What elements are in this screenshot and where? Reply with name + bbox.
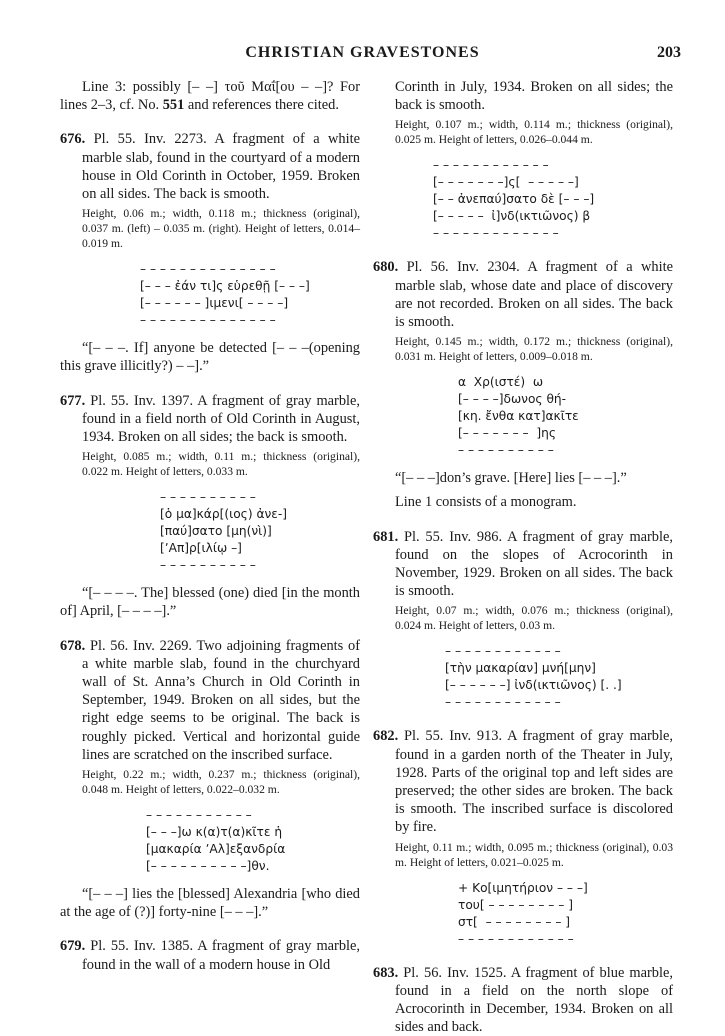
entry-683: 683. Pl. 56. Inv. 1525. A fragment of blue marble, found in a field on the north slope of Acrocorinth in December, 1934. Broken on all sides and back. <box>373 964 673 1036</box>
entry-678: 678. Pl. 56. Inv. 2269. Two adjoining fragments of a white marble slab, found in the churchyard wall of St. Anna’s Church in Old Corinth in September, 1949. Broken on all sides, but the right edge seems to be original. The back is roughly picked. Vertical and horizontal guide lines are scratched on the inscribed surface. <box>60 637 360 763</box>
entry-680: 680. Pl. 56. Inv. 2304. A fragment of a white marble slab, whose date and place of discovery are not recorded. Broken on all sides. The back is smooth. <box>373 259 673 331</box>
entry-679-dimensions: Height, 0.107 m.; width, 0.114 m.; thickness (original), 0.025 m. Height of letters, 0.026–0.044 m. <box>395 118 673 147</box>
entry-679-inscription: – – – – – – – – – – – – [– – – – – – –]ς[ – – – – –] [– – ἀνεπαύ]σατο δὲ [– – –] [– – – – – ἰ]νδ(ικτιῶνος) β – – – – – – – – – – – – – <box>433 158 595 241</box>
line3-note: Line 3: possibly [– –] τοῦ Μαΐ[ου – –]? For lines 2–3, cf. No. 551 and references there cited. <box>60 79 360 114</box>
entry-number: 676. <box>60 131 86 148</box>
entry-677-inscription: – – – – – – – – – – [ὁ μα]κάρ[(ιος) ἀνε-] [παύ]σατο [μη(νὶ)] [ʼΑπ]ρ[ιλίῳ –] – – – – – – – – – – <box>160 490 288 573</box>
entry-676-inscription: – – – – – – – – – – – – – – [– – – ἐάν τι]ς εὑρεθῇ [– – –] [– – – – – – ]ιμενι[ – – – –] – – – – – – – – – – – – – – <box>140 262 310 328</box>
page-number: 203 <box>657 44 681 61</box>
entry-681-inscription: – – – – – – – – – – – – [τὴν μακαρίαν] μνή[μην] [– – – – – –] ἰνδ(ικτιῶνος) [. .] – – – – – – – – – – – – <box>445 644 622 710</box>
entry-678-dimensions: Height, 0.22 m.; width, 0.237 m.; thickness (original), 0.048 m. Height of letters, 0.022–0.032 m. <box>82 768 360 797</box>
entry-677-dimensions: Height, 0.085 m.; width, 0.11 m.; thickness (original), 0.022 m. Height of letters, 0.033 m. <box>82 450 360 479</box>
entry-682: 682. Pl. 55. Inv. 913. A fragment of gray marble, found in a garden north of the Theater in July, 1928. Parts of the original top and left sides are preserved; the other sides are broken. The back is smooth. The inscribed surface is discolored by fire. <box>373 728 673 836</box>
entry-679: 679. Pl. 55. Inv. 1385. A fragment of gray marble, found in the wall of a modern house in Old <box>60 938 360 973</box>
entry-677-translation: “[– – – –. The] blessed (one) died [in the month of] April, [– – – –].” <box>60 585 360 620</box>
entry-680-inscription: α Χρ(ιστέ) ω [– – – –]δωνος θή- [κη. ἔνθα κατ]ακῖτε [– – – – – – – ]ης – – – – – – – – – – <box>458 375 579 458</box>
entry-678-inscription: – – – – – – – – – – – [– – –]ω κ(α)τ(α)κῖτε ἡ [μακαρία ʼΑλ]εξανδρία [– – – – – – – – – –]θν. <box>146 808 286 874</box>
entry-676-dimensions: Height, 0.06 m.; width, 0.118 m.; thickness (original), 0.037 m. (left) – 0.035 m. (right). Height of letters, 0.014–0.019 m. <box>82 207 360 251</box>
entry-682-dimensions: Height, 0.11 m.; width, 0.095 m.; thickness (original), 0.03 m. Height of letters, 0.021–0.025 m. <box>395 840 673 869</box>
entry-680-translation: “[– – –]don’s grave. [Here] lies [– – –].” <box>395 470 627 487</box>
entry-676-translation: “[– – –. If] anyone be detected [– – –(opening this grave illicitly?) – –].” <box>60 340 360 375</box>
right-column <box>373 78 673 1036</box>
entry-677: 677. Pl. 55. Inv. 1397. A fragment of gray marble, found in a field north of Old Corinth in August, 1934. Broken on all sides; the back is smooth. <box>60 392 360 446</box>
entry-679-continued: Corinth in July, 1934. Broken on all sides; the back is smooth. <box>395 79 673 114</box>
running-head: CHRISTIAN GRAVESTONES <box>245 44 480 61</box>
entry-681: 681. Pl. 55. Inv. 986. A fragment of gray marble, found on the slopes of Acrocorinth in November, 1929. Broken on all sides. The back is smooth. <box>373 528 673 600</box>
entry-680-note: Line 1 consists of a monogram. <box>395 494 577 511</box>
left-column <box>60 78 360 974</box>
entry-676: 676. Pl. 55. Inv. 2273. A fragment of a white marble slab, found in the courtyard of a modern house in Old Corinth in October, 1959. Broken on all sides. The back is smooth. <box>60 131 360 203</box>
entry-680-dimensions: Height, 0.145 m.; width, 0.172 m.; thickness (original), 0.031 m. Height of letters, 0.009–0.018 m. <box>395 335 673 364</box>
entry-678-translation: “[– – –] lies the [blessed] Alexandria [who died at the age of (?)] forty-nine [– – –].” <box>60 886 360 921</box>
entry-681-dimensions: Height, 0.07 m.; width, 0.076 m.; thickness (original), 0.024 m. Height of letters, 0.03 m. <box>395 604 673 633</box>
entry-682-inscription: + Κο[ιμητήριον – – –] του[ – – – – – – – – ] στ[ – – – – – – – – ] – – – – – – – – – – – – <box>458 880 588 946</box>
